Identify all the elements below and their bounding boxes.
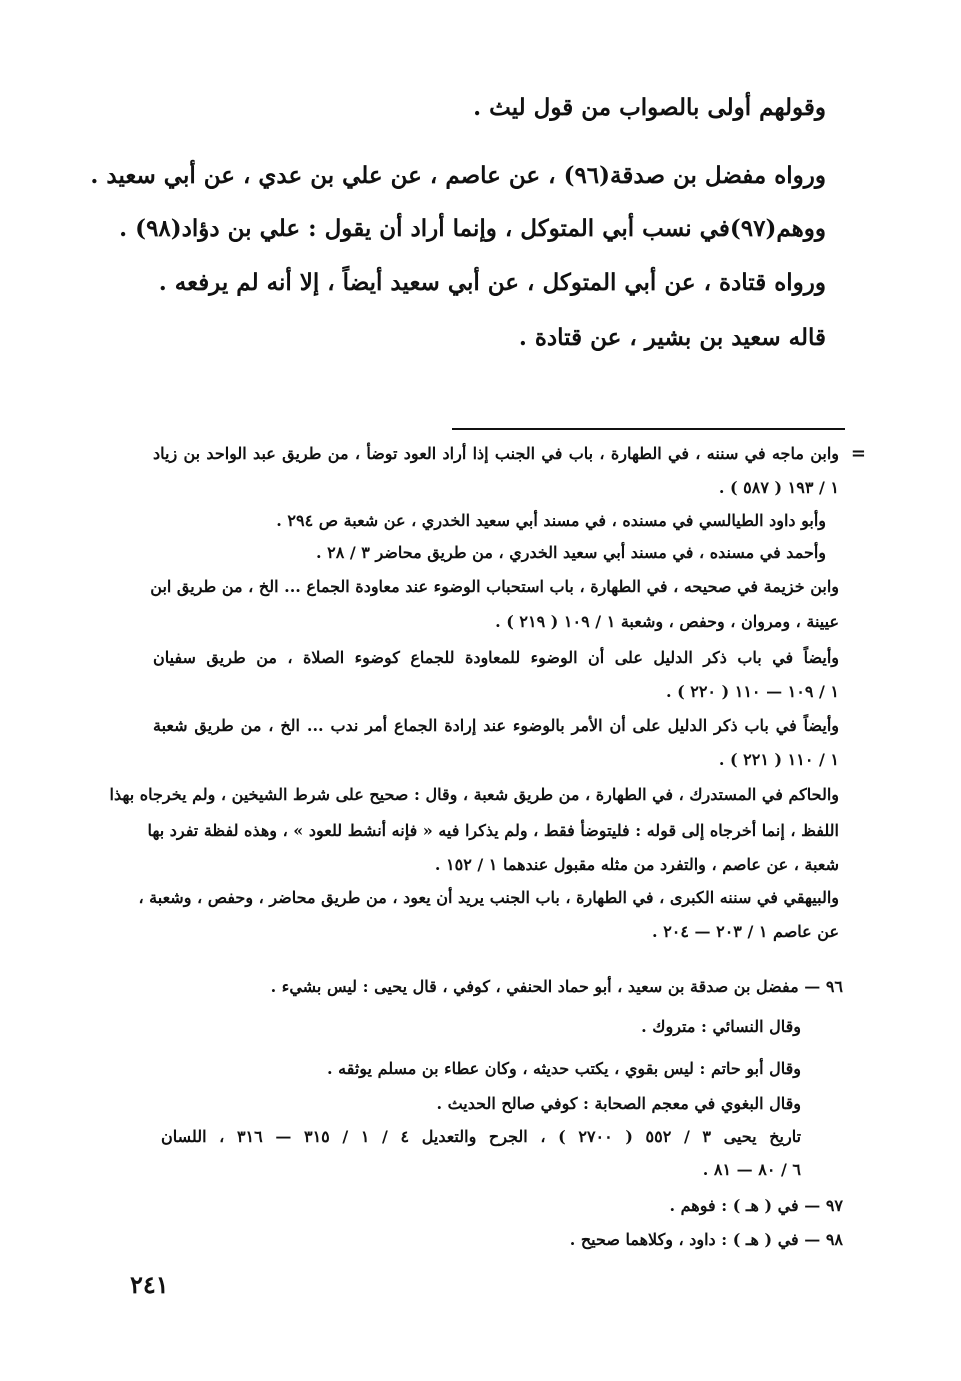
- note-96-line-1: ٩٦ — مفضل بن صدقة بن سعيد ، أبو حماد الحنفي ، كوفي ، قال يحيى : ليس بشيء .: [270, 977, 843, 996]
- note-97: ٩٧ — في ( هـ ) : فوهم .: [669, 1196, 843, 1215]
- footnote-line-14: والبيهقي في سننه الكبرى ، في الطهارة ، باب الجنب يريد أن يعود ، من طريق محاضر ، وحفص ، وشعبة ،: [138, 888, 839, 907]
- footnote-line-8: ١ / ١٠٩ — ١١٠ ( ٢٢٠ ) .: [665, 682, 839, 701]
- footnote-line-12: اللفظ ، إنما أخرجاه إلى قوله : فليتوضأ فقط ، ولم يذكرا فيه « فإنه أنشط للعود » ، وهذه لفظة تفرد بها: [147, 821, 839, 840]
- footnote-line-13: شعبة ، عن عاصم ، والتفرد من مثله مقبول عندهما ١ / ١٥٢ .: [434, 855, 839, 874]
- note-96-line-3: وقال أبو حاتم : ليس بقوي ، يكتب حديثه ، وكان عطاء بن مسلم يوثقه .: [327, 1059, 801, 1078]
- footnote-line-15: عن عاصم ١ / ٢٠٣ — ٢٠٤ .: [652, 922, 839, 941]
- main-text-line-5: قاله سعيد بن بشير ، عن قتادة .: [518, 324, 826, 351]
- footnote-line-9: وأيضاً في باب ذكر الدليل على أن الأمر بالوضوء عند إرادة الجماع أمر ندب ... الخ ، من طريق شعبة: [153, 716, 839, 735]
- footnote-line-2: ١ / ١٩٣ ( ٥٨٧ ) .: [718, 478, 839, 497]
- footnote-line-1: وابن ماجه في سننه ، في الطهارة ، باب في الجنب إذا أراد العود توضأ ، من طريق عبد الواحد بن زياد: [153, 444, 839, 463]
- footnote-separator: [452, 428, 845, 430]
- page-number: ٢٤١: [130, 1270, 169, 1299]
- footnote-line-5: وابن خزيمة في صحيحه ، في الطهارة ، باب استحباب الوضوء عند معاودة الجماع ... الخ ، من طريق ابن: [150, 577, 839, 596]
- note-96-line-5: تاريخ يحيى ٣ / ٥٥٢ ( ٢٧٠٠ ) ، الجرح والتعديل ٤ / ١ / ٣١٥ — ٣١٦ ، اللسان: [161, 1127, 802, 1146]
- main-text-line-2: ورواه مفضل بن صدقة(٩٦) ، عن عاصم ، عن علي بن عدي ، عن أبي سعيد .: [90, 162, 826, 189]
- note-96-line-6: ٦ / ٨٠ — ٨١ .: [702, 1160, 801, 1179]
- main-text-line-4: ورواه قتادة ، عن أبي المتوكل ، عن أبي سعيد أيضاً ، إلا أنه لم يرفعه .: [158, 269, 826, 296]
- footnote-line-3: وأبو داود الطيالسي في مسنده ، في مسند أبي سعيد الخدري ، عن شعبة ص ٢٩٤ .: [276, 511, 826, 530]
- footnote-line-4: وأحمد في مسنده ، في مسند أبي سعيد الخدري ، من طريق محاضر ٣ / ٢٨ .: [315, 543, 826, 562]
- main-text-line-3: ووهم(٩٧)في نسب أبي المتوكل ، وإنما أراد أن يقول : علي بن دؤاد(٩٨) .: [119, 215, 826, 242]
- note-96-line-4: وقال البغوي في معجم الصحابة : كوفي صالح الحديث .: [436, 1094, 801, 1113]
- note-98: ٩٨ — في ( هـ ) : داود ، وكلاهما صحيح .: [569, 1230, 843, 1249]
- footnote-line-6: عيينة ، ومروان ، وحفص ، وشعبة ١ / ١٠٩ ( ٢١٩ ) .: [495, 612, 839, 631]
- continuation-marker: =: [850, 443, 866, 464]
- footnote-line-7: وأيضاً في باب ذكر الدليل على أن الوضوء للمعاودة للجماع كوضوء الصلاة ، من طريق سفيان: [153, 648, 839, 667]
- footnote-line-10: ١ / ١١٠ ( ٢٢١ ) .: [718, 750, 839, 769]
- note-96-line-2: وقال النسائي : متروك .: [641, 1017, 801, 1036]
- footnote-line-11: والحاكم في المستدرك ، في الطهارة ، من طريق شعبة ، وقال : صحيح على شرط الشيخين ، ولم يخرجاه بهذا: [109, 785, 839, 804]
- main-text-line-1: وقولهم أولى بالصواب من قول ليث .: [473, 94, 826, 121]
